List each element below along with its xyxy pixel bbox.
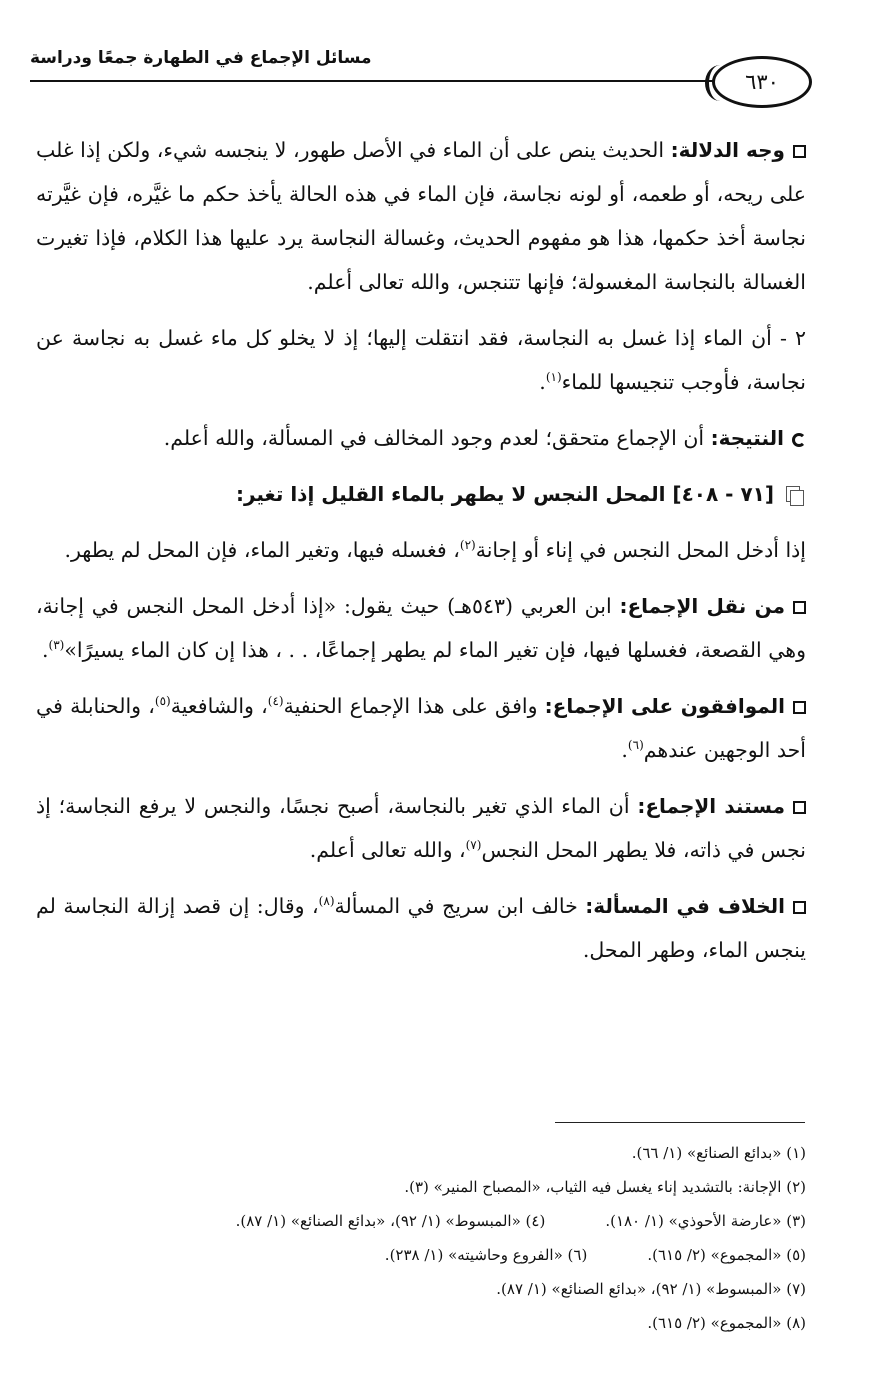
paragraph-issue-description	[36, 528, 806, 572]
footnote-ref[interactable]: (٥)	[154, 694, 171, 709]
paragraph-consensus-transmitter	[36, 584, 806, 672]
paragraph-lead: الخلاف في المسألة:	[585, 894, 785, 918]
paragraph-lead: الموافقون على الإجماع:	[544, 694, 786, 718]
paragraph-text: ، وقال: إن قصد إزالة النجاسة لم ينجس الماء، وطهر المحل.	[36, 894, 806, 962]
square-bullet-icon	[793, 701, 806, 714]
paragraph-text: إذا أدخل المحل النجس في إناء أو إجانة	[475, 538, 806, 562]
footnote-5: (٥) «المجموع» (٢/ ٦١٥).	[647, 1246, 806, 1264]
square-bullet-icon	[793, 801, 806, 814]
paragraph-text: ابن العربي (٥٤٣هـ) حيث يقول: «إذا أدخل المحل النجس في إجانة، وهي القصعة، فغسلها فيها، فإن تغير الماء لم يطهر إجماعًا، . . ، هذا إن كان الماء يسيرًا»	[36, 594, 806, 662]
footnote-2: (٢) الإجانة: بالتشديد إناء يغسل فيه الثياب، «المصباح المنير» (٣).	[404, 1178, 806, 1196]
square-bullet-icon	[793, 601, 806, 614]
paragraph-text: أن الإجماع متحقق؛ لعدم وجود المخالف في المسألة، والله أعلم.	[163, 426, 711, 450]
page-number-badge	[712, 56, 812, 108]
header-rule	[30, 80, 730, 82]
footnote-ref[interactable]: (١)	[545, 370, 562, 385]
paragraph-agreeing-schools	[36, 684, 806, 772]
footnote-5-6	[36, 1238, 806, 1272]
documents-icon	[786, 486, 806, 506]
paragraph-end: .	[621, 738, 628, 762]
footnote-3-4	[36, 1204, 806, 1238]
footnote-7: (٧) «المبسوط» (١/ ٩٢)، «بدائع الصنائع» (١/ ٨٧).	[496, 1280, 806, 1298]
paragraph-lead: النتيجة:	[710, 426, 784, 450]
paragraph-text: ، فغسله فيها، وتغير الماء، فإن المحل لم يطهر.	[64, 538, 460, 562]
paragraph-text: أن الماء الذي تغير بالنجاسة، أصبح نجسًا، والنجس لا يرفع النجاسة؛ إذ نجس في ذاته، فلا يطهر المحل النجس	[36, 794, 806, 862]
paragraph-text: ، والشافعية	[170, 694, 268, 718]
issue-heading	[36, 472, 806, 516]
footnote-ref[interactable]: (٣)	[48, 638, 65, 653]
square-bullet-icon	[793, 901, 806, 914]
footnote-ref[interactable]: (٧)	[465, 838, 482, 853]
footnote-8: (٨) «المجموع» (٢/ ٦١٥).	[647, 1314, 806, 1332]
footnote-3: (٣) «عارضة الأحوذي» (١/ ١٨٠).	[605, 1212, 806, 1230]
paragraph-result	[36, 416, 806, 460]
paragraph-end: .	[539, 370, 546, 394]
circle-bullet-icon	[792, 433, 806, 447]
footnote-ref[interactable]: (٢)	[459, 538, 476, 553]
paragraph-evidence-aspect	[36, 128, 806, 304]
footnote-4: (٤) «المبسوط» (١/ ٩٢)، «بدائع الصنائع» (١/ ٨٧).	[235, 1212, 546, 1230]
paragraph-end: .	[41, 638, 49, 662]
paragraph-consensus-basis	[36, 784, 806, 872]
paragraph-text: ، والحنابلة في أحد الوجهين عندهم	[36, 694, 806, 762]
paragraph-text: وافق على هذا الإجماع الحنفية	[283, 694, 545, 718]
paragraph-lead: من نقل الإجماع:	[619, 594, 785, 618]
paragraph-text: خالف ابن سريج في المسألة	[334, 894, 586, 918]
paragraph-disagreement	[36, 884, 806, 972]
footnote-separator	[555, 1122, 805, 1123]
footnote-ref[interactable]: (٤)	[267, 694, 284, 709]
square-bullet-icon	[793, 145, 806, 158]
paragraph-text: الحديث ينص على أن الماء في الأصل طهور، لا ينجسه شيء، ولكن إذا غلب على ريحه، أو طعمه، أو لونه نجاسة، فإن الماء في هذه الحالة يأخذ حكم ما غيَّره، فإن غيَّرته نجاسة أخذ حكمها، هذا هو مفهوم الحديث، وغسالة النجاسة يرد عليها هذا الكلام، فإذا تغيرت الغسالة بالنجاسة المغسولة؛ فإنها تتنجس، والله تعالى أعلم.	[36, 138, 806, 294]
footnotes	[36, 1136, 806, 1340]
paragraph-text: ، والله تعالى أعلم.	[309, 838, 466, 862]
paragraph-lead: مستند الإجماع:	[637, 794, 785, 818]
paragraph-text: ٢ - أن الماء إذا غسل به النجاسة، فقد انتقلت إليها؛ إذ لا يخلو كل ماء غسل به نجاسة عن نجاسة، فأوجب تنجيسها للماء	[36, 326, 806, 394]
footnote-6: (٦) «الفروع وحاشيته» (١/ ٢٣٨).	[384, 1246, 588, 1264]
main-text	[36, 128, 806, 980]
issue-heading-text: [٧١ - ٤٠٨] المحل النجس لا يطهر بالماء القليل إذا تغير:	[235, 482, 774, 506]
page-number: ٦٣٠	[745, 70, 779, 94]
paragraph-lead: وجه الدلالة:	[670, 138, 785, 162]
footnote-1: (١) «بدائع الصنائع» (١/ ٦٦).	[631, 1144, 806, 1162]
paragraph-point-2	[36, 316, 806, 404]
running-title: مسائل الإجماع في الطهارة جمعًا ودراسة	[30, 48, 372, 68]
footnote-ref[interactable]: (٨)	[318, 894, 335, 909]
footnote-ref[interactable]: (٦)	[627, 738, 644, 753]
